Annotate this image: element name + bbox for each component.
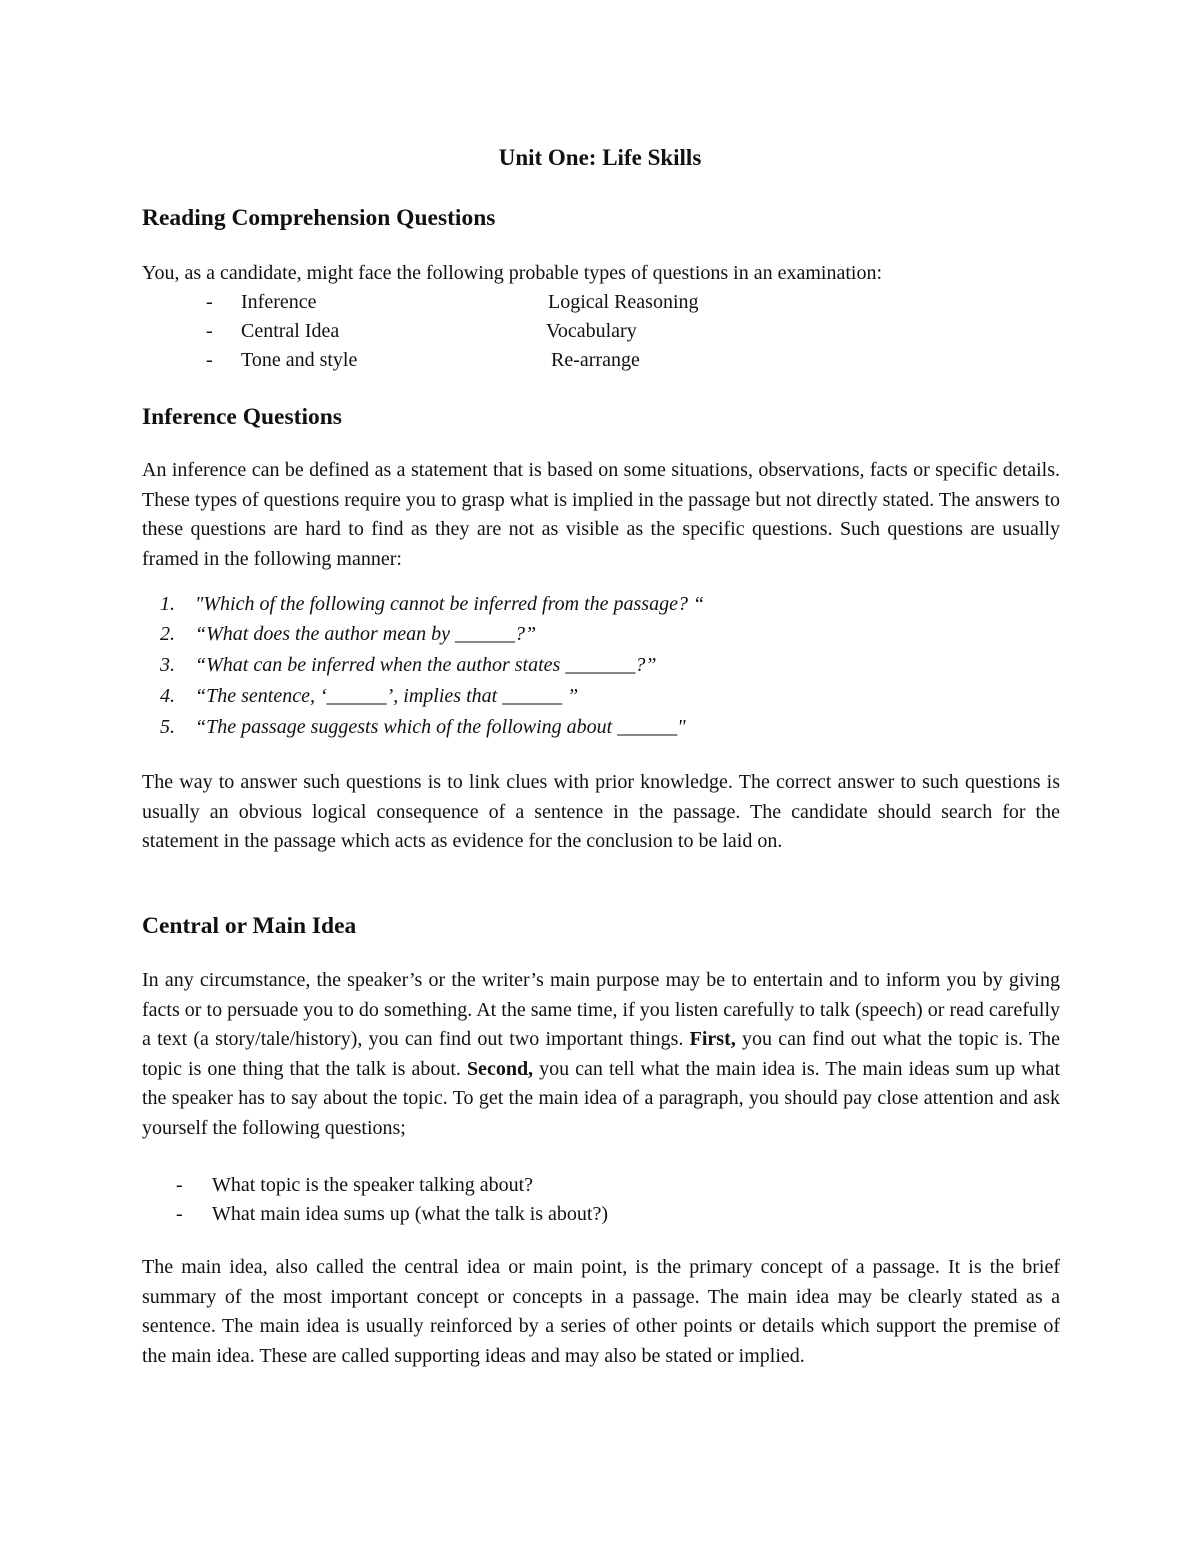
type-right: Re-arrange — [551, 349, 640, 371]
bullet-dash: - — [206, 320, 213, 342]
question-text: “The passage suggests which of the following about ______" — [195, 716, 686, 738]
paragraph-text: you can tell what the main idea is. The main ideas sum up what the speaker has to say about the topic. To get the main idea of a paragraph, you should pay close attention and ask yourself the following questions; — [142, 1057, 1060, 1139]
first-label: First, — [689, 1028, 736, 1050]
question-text: “The sentence, ‘______’, implies that ______ ” — [195, 685, 579, 707]
answer-strategy-paragraph: The way to answer such questions is to link clues with prior knowledge. The correct answer to such questions is usually an obvious logical consequence of a sentence in the passage. The candidate should search for the statement in the passage which acts as evidence for the conclusion to be laid on. — [142, 771, 1060, 852]
question-text: "Which of the following cannot be inferred from the passage? “ — [195, 593, 705, 615]
question-number: 1. — [160, 593, 175, 615]
question-number: 5. — [160, 716, 175, 738]
question-number: 3. — [160, 654, 175, 676]
question-text: “What does the author mean by ______?” — [195, 623, 537, 645]
bullet-text: What main idea sums up (what the talk is about?) — [212, 1203, 609, 1225]
heading-central-idea: Central or Main Idea — [142, 913, 357, 939]
main-idea-paragraph: The main idea, also called the central idea or main point, is the primary concept of a passage. It is the brief summary of the most important concept or concepts in a passage. The main idea may be clearly stated as a sentence. The main idea is usually reinforced by a series of other points or details which support the premise of the main idea. These are called supporting ideas and may also be stated or implied. — [142, 1256, 1060, 1367]
type-left: Central Idea — [241, 320, 340, 342]
paragraph-text: In any circumstance, the speaker’s or the writer’s main purpose may be to entertain and to inform you by giving facts or to persuade you to do something. At the same time, if you listen carefully to talk (speech) or read carefully a text (a story/tale/history), you can find out two important things. — [142, 969, 1060, 1050]
heading-inference-questions: Inference Questions — [142, 404, 342, 430]
second-label: Second, — [466, 1057, 534, 1080]
type-right: Vocabulary — [546, 320, 637, 342]
bullet-dash: - — [206, 291, 213, 313]
question-text: “What can be inferred when the author states _______?” — [195, 654, 657, 676]
type-right: Logical Reasoning — [548, 291, 699, 313]
heading-reading-comprehension: Reading Comprehension Questions — [142, 205, 496, 231]
unit-title: Unit One: Life Skills — [498, 145, 702, 170]
type-left: Tone and style — [241, 349, 358, 371]
inference-paragraph: An inference can be defined as a statement that is based on some situations, observations, facts or specific details. These types of questions require you to grasp what is implied in the passage but not directly stated. The answers to these questions are hard to find as they are not as visible as the specific questions. Such questions are usually framed in the following manner: — [142, 459, 1060, 570]
paragraph-text: you can find out what the topic is. The topic is one thing that the talk is about. — [142, 1028, 1060, 1080]
bullet-dash: - — [206, 349, 213, 371]
bullet-dash: - — [176, 1203, 183, 1225]
question-number: 4. — [160, 685, 175, 707]
bullet-dash: - — [176, 1174, 183, 1196]
type-left: Inference — [241, 291, 317, 313]
intro-paragraph: You, as a candidate, might face the following probable types of questions in an examination: — [142, 262, 883, 284]
question-number: 2. — [160, 623, 175, 645]
central-idea-paragraph — [142, 966, 1060, 1143]
bullet-text: What topic is the speaker talking about? — [212, 1174, 534, 1196]
